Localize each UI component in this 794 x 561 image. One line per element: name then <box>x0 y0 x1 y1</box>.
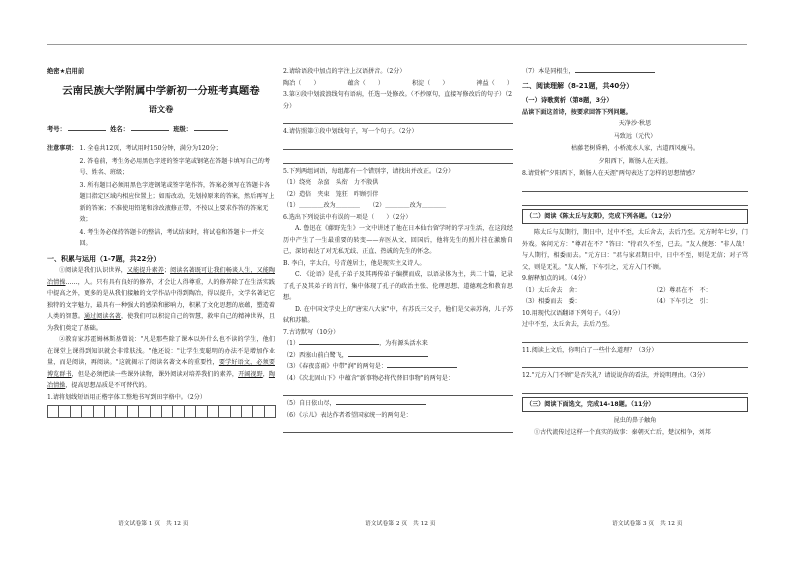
pinyin-item[interactable]: 蕴含（ ） <box>347 79 385 87</box>
answer-line[interactable] <box>283 152 513 164</box>
page-3-column <box>522 66 748 438</box>
page-footer-3: 语文试卷第 3 页 共 12 页 <box>612 521 683 527</box>
recite-1: （1） ，为有源头活水来 <box>283 340 428 347</box>
question-7: 7.古诗默写（10分） <box>283 328 340 336</box>
pinyin-item[interactable]: 裨益（ ） <box>476 79 513 87</box>
confidential-mark: 绝密★启用前 <box>47 68 85 75</box>
question-3: 3.第②段中划波浪线句有语病，任选一处修改。（不抄原句，直接写修改后的句子）（2分） <box>283 91 513 110</box>
answer-line[interactable] <box>522 356 748 368</box>
student-info <box>47 124 275 136</box>
answer-line[interactable] <box>522 331 748 343</box>
exam-number-label: 考号： <box>47 125 66 133</box>
page-footer-2: 语文试卷第 2 页 共 12 页 <box>365 521 436 527</box>
question-10: 10.用现代汉语翻译下列句子。（4分） <box>522 309 624 317</box>
passage-paragraph-2: ②教育家苏霍姆林斯基曾说："凡是那些除了课本以外什么也不读的学生，他们在课堂上课得到知识就会非常肤浅。"他还说："让学生变聪明的办法不是增加作业量，而是阅读，再阅读。"这就揭示了阅读名著文本的重要性，要学好语文，必须要博览群书，但是必须把读一些课外读物，课外阅读对培养我们的素养，开阔视野，陶冶情操，提高思想品质是不可替代的。 <box>47 336 276 389</box>
subsection-reading: （三）阅读下面选文，完成14-18题。（11分） <box>522 397 748 413</box>
question-1: 1.请将划线短语用正楷字体工整地书写到田字格中。（2分） <box>47 393 206 401</box>
question-12: 12."元方入门不顾"是否失礼？请说说你的看法，并说明理由。（3分） <box>522 372 709 379</box>
poem-author: 马致远（元代） <box>613 132 657 140</box>
option-a[interactable]: A. 鲁迅在《藤野先生》一文中讲述了他在日本仙台留学时的学习生活，在这段经历中产生了一生最重要的转变——弃医从文、回国后，他将先生的照片挂在激励自己，深切表达了对无私无歧、正直、热诚的先生的怀念。 <box>283 225 513 255</box>
answer-line[interactable] <box>283 138 513 150</box>
answer-line[interactable] <box>283 384 513 396</box>
recite-blank[interactable] <box>336 404 426 405</box>
recite-2: （2）西塞山前白鹭飞， <box>283 350 513 362</box>
poem-line: 枯藤老树昏鸦，小桥流水人家，古道西风瘦马。 <box>571 145 699 152</box>
option-b[interactable]: B. 李白，字太白，号青莲居士，他是现实主义诗人。 <box>283 259 426 267</box>
reading-title: 昆虫的鼻子触角 <box>613 417 657 424</box>
exam-number-field[interactable] <box>68 130 106 131</box>
name-field[interactable] <box>131 130 169 131</box>
class-field[interactable] <box>194 130 228 131</box>
writing-grid[interactable] <box>47 405 275 418</box>
question-11: 11.阅读上文后，你明白了一些什么道理？（3分） <box>522 346 658 354</box>
subsection-poetry: （一）诗歌赏析（第8题，3分） <box>522 97 613 104</box>
poem <box>522 118 748 168</box>
define-item[interactable]: （3）相委而去 委： <box>522 298 581 305</box>
word-group-1: （1）绕亮 杂蛮 头衔 力不殷供 <box>283 179 379 186</box>
pinyin-item[interactable]: 积淀（ ） <box>411 79 449 87</box>
poem-title: 天净沙·秋思 <box>618 120 652 127</box>
reading-text: ①古代流传过这样一个真实的故事：秦朝灭亡后，楚汉相争，刘邦 <box>534 428 711 436</box>
recite-7: （7）本是同根生， <box>522 66 748 78</box>
subsection-classical: （二）阅读《陈太丘与友期》，完成下列各题。（12分） <box>522 209 748 225</box>
answer-line[interactable] <box>522 194 748 206</box>
classical-text: 陈太丘与友期行，期日中，过中不至，太丘舍去，去后乃至。元方时年七岁，门外戏。客问元方："尊君在不？"答曰："待君久不至，已去。"友人便怒："非人哉！与人期行，相委而去。"元方曰："君与家君期日中，日中不至，则是无信；对子骂父，则是无礼。"友人惭，下车引之，元方入门不顾。 <box>522 229 748 271</box>
recite-3: （3）《春夜喜雨》中带"润"的两句是： <box>283 361 513 373</box>
recite-blank[interactable] <box>299 344 379 345</box>
recite-blank[interactable] <box>348 356 428 357</box>
define-row <box>522 285 748 297</box>
instructions-label: 注意事项： <box>47 145 78 152</box>
instruction-item: 4. 考生务必保持答题卡的整洁，考试结束时，将试卷和答题卡一并交回。 <box>79 228 264 247</box>
passage-paragraph-1: ①阅读是我们认识世界，又能提升素养；阅读名著既可让我们畅谈人生，又能陶冶情操……，人。只有具有良好的修养，才会让人得尊重，人的修养除了在生活实践中提高之外，更多的是从我们接触的文学作品中得到陶冶，得以提升，文学名著记它独特的文字魅力，最具有一种强大的感染和影响力，积累了文化思想的底蕴，塑造着人类的智慧。通过阅读名著，使我们可以积淀自己的智慧，救牢自己的精神世界，且为我们奠定了基础。 <box>47 267 276 332</box>
recite-blank[interactable] <box>387 367 457 368</box>
answer-line[interactable] <box>283 421 513 433</box>
page-2-column <box>283 66 513 435</box>
instruction-item: 1. 全卷共12页，考试用时150分钟，满分为120分； <box>79 145 222 152</box>
class-label: 班级： <box>173 125 193 133</box>
grid-cell[interactable] <box>264 405 276 418</box>
page-1-column <box>47 66 275 418</box>
section-1-heading: 一、积累与运用（1-7题，共22分） <box>47 254 161 263</box>
question-2: 2.请给语段中加点的字注上汉语拼音。（2分） <box>283 68 406 75</box>
define-item[interactable]: （1）太丘舍去 舍： <box>522 286 581 294</box>
exam-subtitle: 语文卷 <box>148 104 174 114</box>
option-d[interactable]: D. 在中国文学史上的"唐宋八大家"中，有苏氏三父子，他们是父亲苏洵，儿子苏轼和苏辙。 <box>283 305 513 324</box>
recite-4: （4）《次北固山下》中蕴含"新事物必将代替旧事物"的两句是： <box>283 374 454 382</box>
correction-line[interactable]: （1）＿＿＿＿改为＿＿＿＿ （2）＿＿＿＿改为＿＿＿＿ <box>283 202 447 209</box>
name-label: 姓名： <box>110 125 129 133</box>
define-item[interactable]: （4）下车引之 引： <box>653 298 712 305</box>
question-5: 5.下列两组词语，每组都有一个错别字，请找出并改正。（2分） <box>283 167 455 175</box>
top-rule <box>47 44 747 45</box>
option-c[interactable]: C. 《论语》是孔子弟子及其再传弟子编撰而成，以语录体为主，共二十篇，记录了孔子及其弟子的言行，集中体现了孔子的政治主张、伦理思想、道德观念和教育思想。 <box>283 271 513 301</box>
section-2-heading: 二、阅读理解（8-21题，共40分） <box>522 81 634 90</box>
instruction-item: 2. 答卷前，考生务必用黑色字迹的签字笔或钢笔在答题卡填写自己的考号、姓名、班级； <box>79 157 271 176</box>
poetry-instruction: 品读下面这首诗，按要求回答下列问题。 <box>522 108 632 116</box>
recite-blank[interactable] <box>575 72 655 73</box>
poem-line: 夕阳西下，断肠人在天涯。 <box>598 157 672 165</box>
answer-line[interactable] <box>522 180 748 192</box>
exam-title: 云南民族大学附属中学新初一分班考真题卷 <box>62 84 260 97</box>
define-item[interactable]: （2）尊君在不 不： <box>653 286 712 294</box>
pinyin-item[interactable]: 陶冶（ ） <box>283 79 320 87</box>
recite-5: （5）自日依山尽， <box>283 398 513 410</box>
translate-sentence: 过中不至，太丘舍去，去后乃至。 <box>522 321 614 328</box>
instructions <box>47 143 275 251</box>
pinyin-row <box>283 78 513 90</box>
page-footer-1: 语文试卷第 1 页 共 12 页 <box>118 521 189 527</box>
question-6: 6.选出下列说法中有误的一项是（ ）（2分） <box>283 213 412 221</box>
recite-6: （6）《示儿》表达作者希望国家统一的两句是： <box>283 411 412 419</box>
word-group-2: （2）造倍 夹束 笼狂 咋顾引伴 <box>283 190 379 198</box>
answer-line[interactable] <box>283 112 513 124</box>
answer-line[interactable] <box>522 382 748 394</box>
question-9: 9.解释加点的词。（4分） <box>522 275 590 282</box>
question-8: 8.请赏析"夕阳西下，断肠人在天涯"两句表达了怎样的思想情感？ <box>522 170 698 177</box>
instruction-item: 3. 所有题目必须用黑色字迹钢笔或签字笔作答，答案必须写在答题卡各题目指定区域内相应位置上；如需改动，先划掉原来的答案，然后再写上新的答案；不准使用铅笔和涂改液修正带，不按以上要求作答的答案无效； <box>79 181 275 223</box>
question-4: 4.请仿照第①段中划线句子，写一个句子。（2分） <box>283 128 418 135</box>
define-row <box>522 296 748 308</box>
